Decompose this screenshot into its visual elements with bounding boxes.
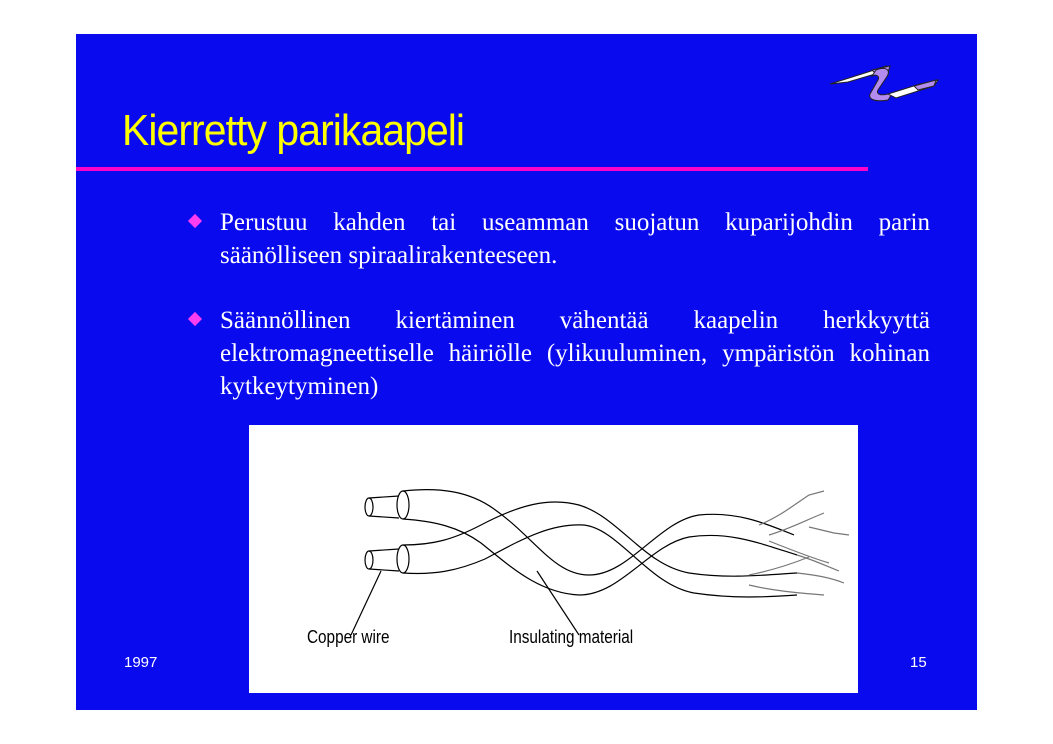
z-swoosh-logo-icon: [828, 60, 940, 108]
twisted-pair-drawing: [249, 425, 858, 693]
slide: [76, 34, 977, 710]
frayed-wire-ends: [749, 491, 849, 595]
bullet-item: [190, 304, 930, 403]
title-underline: [76, 167, 868, 171]
bullet-text: Perustuu kahden tai useamman suojatun kuparijohdin parin säänölliseen spiraalirakenteeseen.: [220, 209, 930, 269]
upper-insulated-strand: [403, 490, 797, 595]
diamond-bullet-icon: [188, 214, 202, 228]
bullet-list: [190, 206, 930, 435]
diamond-bullet-icon: [188, 312, 202, 326]
insulating-material-label: Insulating material: [509, 627, 634, 647]
copper-wire-leader-line: [351, 571, 381, 635]
copper-wire-label: Copper wire: [307, 627, 390, 647]
insulating-leader-line: [537, 571, 579, 635]
bullet-text: Säännöllinen kiertäminen vähentää kaapelin herkkyyttä elektromagneettiselle häiriölle (ylikuuluminen, ympäristön kohinan kytkeytyminen): [220, 307, 930, 400]
lower-copper-wire: [365, 545, 409, 573]
footer-year: 1997: [124, 654, 158, 671]
page-number: 15: [910, 654, 927, 671]
twisted-pair-illustration: [249, 425, 858, 693]
bullet-item: [190, 206, 930, 272]
upper-copper-wire: [365, 491, 409, 519]
slide-title: Kierretty parikaapeli: [122, 106, 465, 155]
